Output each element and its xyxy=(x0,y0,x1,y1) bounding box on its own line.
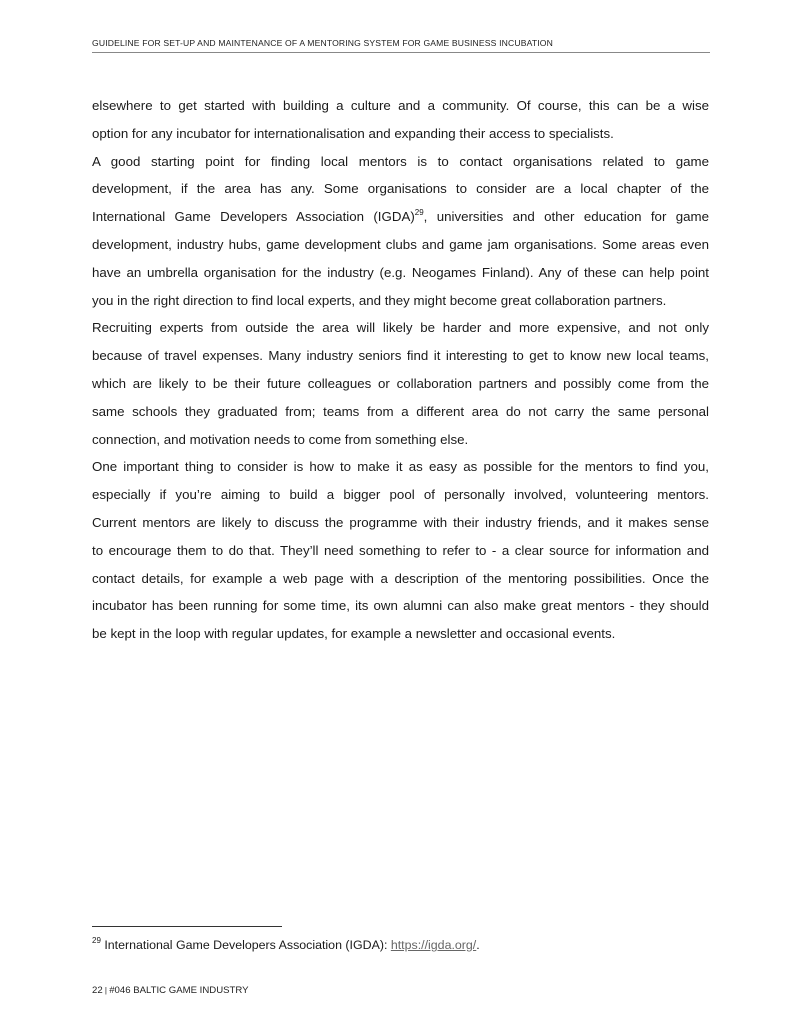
igda-link[interactable]: https://igda.org/ xyxy=(390,938,477,952)
footer-title: #046 BALTIC GAME INDUSTRY xyxy=(109,985,249,996)
text-line: be kept in the loop with regular updates, for example a newsletter and occasional events. xyxy=(92,626,616,642)
paragraph xyxy=(92,314,709,453)
text-line: you in the right direction to find local experts, and they might become great collaboration partners. xyxy=(92,292,667,308)
footer-separator: | xyxy=(102,986,110,995)
paragraph xyxy=(92,148,709,315)
text: , universities and other education for game xyxy=(423,209,709,225)
text-line: same schools they graduated from; teams from a different area do not carry the same personal xyxy=(92,403,709,419)
footnote-text: International Game Developers Association (IGDA): xyxy=(100,938,391,952)
text-line: Recruiting experts from outside the area will likely be harder and more expensive, and not only xyxy=(92,320,709,336)
body-text xyxy=(92,92,709,648)
text-line: which are likely to be their future colleagues or collaboration partners and possibly come from the xyxy=(92,375,709,391)
running-header: GUIDELINE FOR SET-UP AND MAINTENANCE OF A MENTORING SYSTEM FOR GAME BUSINESS INCUBATION xyxy=(92,38,553,48)
text-line: option for any incubator for internationalisation and expanding their access to specialists. xyxy=(92,125,614,141)
text-line: have an umbrella organisation for the industry (e.g. Neogames Finland). Any of these can help point xyxy=(92,264,709,280)
text-line: One important thing to consider is how to make it as easy as possible for the mentors to find you, xyxy=(92,459,709,475)
paragraph xyxy=(92,453,709,648)
footnote-separator xyxy=(92,926,282,927)
header-rule xyxy=(92,52,710,53)
text-line: especially if you’re aiming to build a bigger pool of personally involved, volunteering mentors. xyxy=(92,487,709,503)
text: International Game Developers Association (IGDA) xyxy=(92,209,415,225)
footnote xyxy=(92,938,480,952)
text-line: because of travel expenses. Many industry seniors find it interesting to get to know new local teams, xyxy=(92,348,709,364)
footnote-ref[interactable]: 29 xyxy=(414,208,424,218)
text-line-igda xyxy=(92,203,709,231)
text-line: contact details, for example a web page with a description of the mentoring possibilities. Once the xyxy=(92,570,709,586)
text-line: to encourage them to do that. They’ll need something to refer to - a clear source for information and xyxy=(92,542,709,558)
footnote-number: 29 xyxy=(92,936,101,945)
paragraph xyxy=(92,92,709,148)
text-line: connection, and motivation needs to come from something else. xyxy=(92,431,469,447)
text-line: development, if the area has any. Some organisations to consider are a local chapter of the xyxy=(92,181,709,197)
text-line: Current mentors are likely to discuss the programme with their industry friends, and it makes sense xyxy=(92,514,709,530)
page-footer xyxy=(92,985,249,996)
page-number: 22 xyxy=(92,985,103,996)
text-line: elsewhere to get started with building a culture and a community. Of course, this can be a wise xyxy=(92,98,709,113)
text-line: development, industry hubs, game development clubs and game jam organisations. Some areas even xyxy=(92,236,709,252)
footnote-end: . xyxy=(476,938,480,952)
text-line: A good starting point for finding local mentors is to contact organisations related to game xyxy=(92,153,709,169)
text-line: incubator has been running for some time, its own alumni can also make great mentors - they should xyxy=(92,598,709,614)
